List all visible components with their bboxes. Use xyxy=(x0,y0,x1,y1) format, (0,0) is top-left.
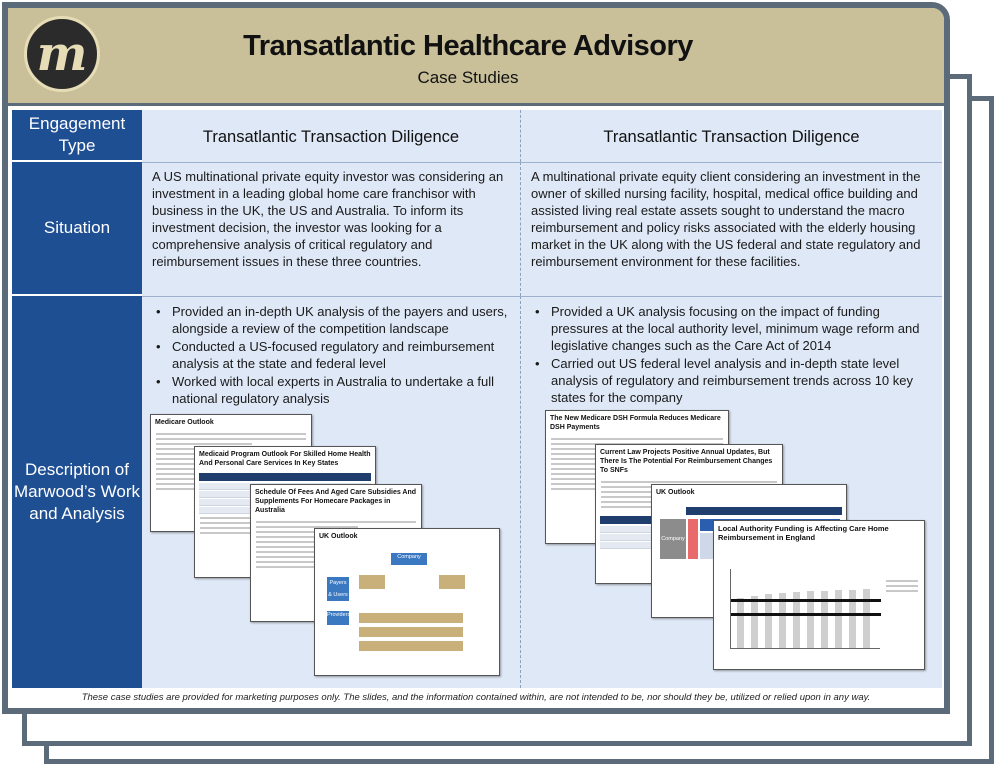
situation-cell-1 xyxy=(142,162,520,296)
diagram-tan-box xyxy=(439,575,465,589)
case-study-grid xyxy=(12,110,942,688)
description-cell-2 xyxy=(520,296,942,688)
thumbnail-title: Medicare Outlook xyxy=(155,419,214,426)
thumbnail-uk-outlook xyxy=(314,528,500,676)
funding-chart-area xyxy=(730,569,880,649)
diagram-bar xyxy=(359,627,463,637)
engagement-type-1: Transatlantic Transaction Diligence xyxy=(202,128,460,146)
logo-letter: m xyxy=(36,26,88,82)
label-description: Description of Marwood’s Work and Analysis xyxy=(12,296,142,688)
row-divider xyxy=(142,296,942,297)
situation-text-1: A US multinational private equity investor was considering an investment in a leading global home care franchisor with business in the UK, the US and Australia. To inform its investment decision, the investor was looking for a comprehensive analysis of critical regulatory and reimbursement issues in these three countries. xyxy=(152,169,504,269)
bullet-list-2 xyxy=(521,296,942,406)
diagram-company-box: Company xyxy=(391,553,427,565)
thumbnail-title: UK Outlook xyxy=(319,533,358,540)
thumbnail-title: Medicaid Program Outlook For Skilled Home Health And Personal Care Services In Key States xyxy=(199,451,371,467)
thumbnail-title: Schedule Of Fees And Aged Care Subsidies And Supplements For Homecare Packages in Australia xyxy=(255,489,417,514)
diagram-bar xyxy=(359,641,463,651)
thumbnail-title: Local Authority Funding is Affecting Care Home Reimbursement in England xyxy=(718,524,889,542)
diagram-tan-box xyxy=(359,575,385,589)
thumbnail-title: UK Outlook xyxy=(656,489,695,496)
thumbnail-local-authority-funding xyxy=(713,520,925,670)
bullet-item: • Worked with local experts in Australia to undertake a full national regulatory analysis xyxy=(152,373,510,407)
situation-cell-2 xyxy=(520,162,942,296)
case-study-sheet xyxy=(2,2,950,714)
engagement-type-cell-1 xyxy=(142,110,520,162)
bullet-item: • Provided a UK analysis focusing on the impact of funding pressures at the local authority level, minimum wage reform and legislative changes such as the Care Act of 2014 xyxy=(531,303,932,354)
bullet-item: • Carried out US federal level analysis and in-depth state level analysis of regulatory and reimbursement trends across 10 key states for the company xyxy=(531,355,932,406)
page-title: Transatlantic Healthcare Advisory xyxy=(243,30,693,62)
engagement-type-2: Transatlantic Transaction Diligence xyxy=(603,128,860,146)
label-engagement-type: Engagement Type xyxy=(12,110,142,162)
row-divider xyxy=(142,162,942,163)
marwood-logo xyxy=(24,16,100,92)
description-cell-1 xyxy=(142,296,520,688)
diagram-bar xyxy=(359,613,463,623)
company-label: Company xyxy=(660,519,686,559)
engagement-type-cell-2 xyxy=(520,110,942,162)
thumbnail-title: Current Law Projects Positive Annual Updates, But There Is The Potential For Reimbursement Changes To SNFs xyxy=(600,449,773,474)
diagram-providers-box: Providers xyxy=(327,611,349,625)
page-subtitle: Case Studies xyxy=(417,68,519,87)
bullet-item: • Provided an in-depth UK analysis of the payers and users, alongside a review of the competition landscape xyxy=(152,303,510,337)
header-band xyxy=(8,8,944,106)
bullet-item: • Conducted a US-focused regulatory and reimbursement analysis at the state and federal level xyxy=(152,338,510,372)
disclaimer-footer: These case studies are provided for marketing purposes only. The slides, and the information contained within, are not intended to be, nor should they be, utilized or relied upon in any way. xyxy=(81,692,871,703)
diagram-payers-box: Payers & Users xyxy=(327,577,349,601)
bullet-list-1 xyxy=(142,296,520,407)
label-situation: Situation xyxy=(12,162,142,296)
thumbnail-title: The New Medicare DSH Formula Reduces Medicare DSH Payments xyxy=(550,415,721,431)
situation-text-2: A multinational private equity client considering an investment in the owner of skilled nursing facility, hospital, medical office building and assisted living real estate assets sought to understand the macro reimbursement and policy risks associated with the elderly housing market in the UK along with the US federal and state regulatory and reimbursement environment for these facilities. xyxy=(531,169,921,269)
